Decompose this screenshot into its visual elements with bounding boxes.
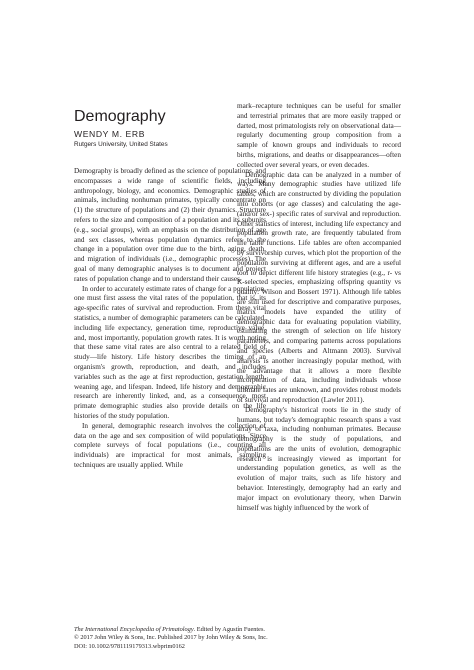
paragraph: Demography is broadly defined as the science of populations, and encompasses a wide range of scientific fields, including anthropology, biology, and economics. Demographic studies of animals, including nonhuman primates, typically concentrate on (1) the structure of populations and (2) their dynamics. Structure refers to the size and composition of a population and its subunits (e.g., social groups), with an emphasis on the distribution of age and sex classes, whereas population dynamics refers to the change in a population over time due to the birth, aging, death, and migration of individuals (i.e., demographic processes). The goal of many demographic analyses is to document and project rates of population change and to understand their causes. xyxy=(74,167,266,283)
paragraph: Demography's historical roots lie in the study of humans, but today's demographic research spans a vast array of taxa, including nonhuman primates. Because demography is the study of populations, and populations are the units of evolution, demographic research is increasingly viewed as important for understanding population genetics, as well as the evolution of major traits, such as life history and behavior. Interestingly, demography had an early and major impact on evolutionary theory, when Darwin himself was highly influenced by the work of xyxy=(237,405,401,512)
author-name: WENDY M. ERB xyxy=(74,129,146,139)
author-affiliation: Rutgers University, United States xyxy=(74,141,168,148)
source-editor: . Edited by Agustín Fuentes. xyxy=(193,626,265,633)
paragraph: In order to accurately estimate rates of change for a population, one must first assess the vital rates of the population, that is, its age-specific rates of survival and reproduction. From these vital statistics, a number of demographic parameters can be calculated, including life expectancy, generation time, reproductive value, and, most importantly, population growth rates. It is worth noting that these same vital rates are also central to a related field of study—life history. Life history describes the timing of an organism's growth, reproduction, and death, and includes variables such as the age at first reproduction, gestation length, weaning age, and lifespan. Indeed, life history and demographic research are inherently linked, and, as a consequence, most primate demographic studies also provide details on the life histories of the study population. xyxy=(74,284,266,420)
article-title: Demography xyxy=(74,108,166,125)
source-title: The International Encyclopedia of Primatology xyxy=(74,626,194,633)
citation-footer xyxy=(74,626,404,651)
paragraph: Demographic data can be analyzed in a number of ways. Many demographic studies have utilized life tables, which are constructed by dividing the population into cohorts (or age classes) and calculating the age- (and/or sex-) specific rates of survival and reproduction. Other statistics of interest, including life expectancy and population growth rate, are frequently tabulated from life table functions. Life tables are often accompanied by survivorship curves, which plot the proportion of the population surviving at different ages, and are a useful tool to depict different life history strategies (e.g., r- vs K-selected species, emphasizing offspring quantity vs quality: Wilson and Bossert 1971). Although life tables are still used for descriptive and comparative purposes, matrix models have expanded the utility of demographic data for evaluating population viability, estimating the strength of selection on life history parameters, and comparing patterns across populations and species (Alberts and Altmann 2003). Survival analysis is another increasingly popular method, with the advantage that it allows a more flexible incorporation of data, including individuals whose ultimate fates are unknown, and provides robust models of survival and reproduction (Lawler 2011). xyxy=(237,170,401,404)
paragraph: In general, demographic research involves the collection of data on the age and sex composition of wild populations. Since complete surveys of focal populations (i.e., counting all individuals) are impractical for most animals, sampling techniques are usually applied. While xyxy=(74,421,266,469)
doi-line: DOI: 10.1002/9781119179313.wbprim0162 xyxy=(74,642,185,650)
article-header xyxy=(74,108,264,149)
paragraph: mark–recapture techniques can be useful for smaller and terrestrial primates that are more easily trapped or darted, most primatologists rely on observational data—regularly documenting group composition from a sample of known groups and individuals to record births, migrations, and deaths or disappearances—often collected over several years, or even decades. xyxy=(237,102,401,169)
source-line xyxy=(74,626,404,634)
copyright-line: © 2017 John Wiley & Sons, Inc. Published 2017 by John Wiley & Sons, Inc. xyxy=(74,634,268,642)
right-text-column xyxy=(237,102,401,652)
